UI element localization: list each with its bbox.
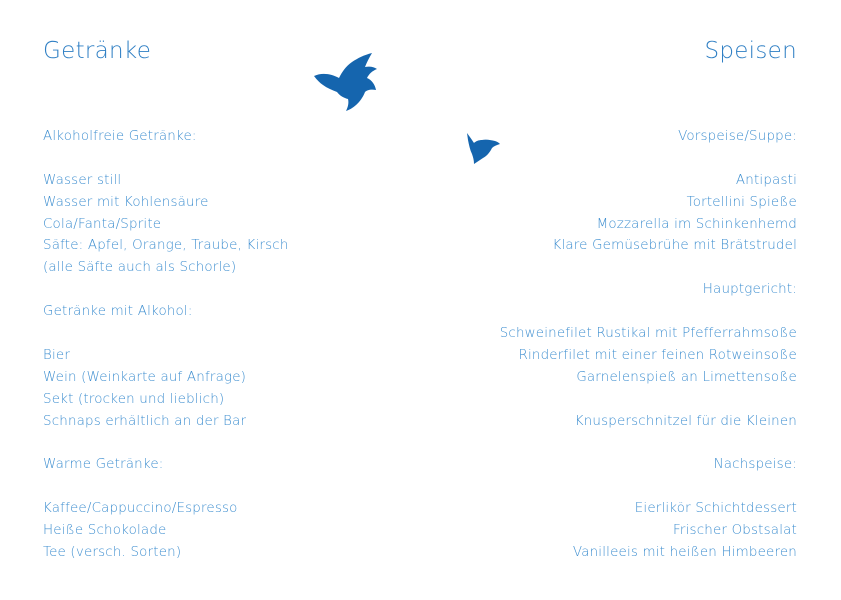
- drinks-item: Schnaps erhältlich an der Bar: [43, 413, 247, 429]
- food-item: Vanilleeis mit heißen Himbeeren: [572, 544, 797, 560]
- food-item: Mozzarella im Schinkenhemd: [596, 216, 797, 232]
- food-item: Schweinefilet Rustikal mit Pfefferrahmsoße: [499, 326, 797, 342]
- spacer: [377, 257, 797, 279]
- drinks-list: [43, 126, 373, 564]
- spacer: [43, 432, 373, 454]
- food-item: Klare Gemüsebrühe mit Brätstrudel: [552, 238, 797, 254]
- drinks-item: Cola/Fanta/Sprite: [43, 216, 162, 232]
- food-item: Nachspeise:: [713, 457, 797, 473]
- spacer: [377, 432, 797, 454]
- food-item: Antipasti: [735, 172, 797, 188]
- food-title: Speisen: [704, 38, 797, 64]
- food-item: Knusperschnitzel für die Kleinen: [574, 413, 797, 429]
- drinks-title: Getränke: [43, 38, 152, 64]
- drinks-item: Säfte: Apfel, Orange, Traube, Kirsch: [43, 238, 289, 254]
- drinks-item: Warme Getränke:: [43, 457, 164, 473]
- drinks-item: Getränke mit Alkohol:: [43, 304, 193, 320]
- drinks-item: Kaffee/Cappuccino/Espresso: [43, 501, 238, 517]
- bird-icon: [312, 52, 378, 112]
- food-item: Vorspeise/Suppe:: [678, 129, 797, 144]
- spacer: [43, 148, 373, 170]
- food-item: Eierlikör Schichtdessert: [634, 501, 797, 517]
- food-item: Rinderfilet mit einer feinen Rotweinsoße: [518, 347, 797, 363]
- spacer: [377, 476, 797, 498]
- spacer: [377, 301, 797, 323]
- drinks-item: Alkoholfreie Getränke:: [43, 129, 197, 144]
- spacer: [43, 279, 373, 301]
- drinks-item: Wasser still: [43, 172, 122, 188]
- spacer: [377, 389, 797, 411]
- food-item: Tortellini Spieße: [686, 194, 797, 210]
- food-item: Garnelenspieß an Limettensoße: [576, 369, 797, 385]
- drinks-item: Bier: [43, 347, 71, 363]
- spacer: [43, 323, 373, 345]
- food-item: Hauptgericht:: [702, 282, 797, 298]
- food-list: [377, 126, 797, 564]
- drinks-item: Sekt (trocken und lieblich): [43, 391, 225, 407]
- drinks-item: Wasser mit Kohlensäure: [43, 194, 209, 210]
- food-item: Frischer Obstsalat: [672, 523, 797, 539]
- spacer: [43, 476, 373, 498]
- drinks-item: Heiße Schokolade: [43, 523, 167, 539]
- spacer: [377, 148, 797, 170]
- drinks-item: Tee (versch. Sorten): [43, 544, 182, 560]
- drinks-item: Wein (Weinkarte auf Anfrage): [43, 369, 247, 385]
- drinks-item: (alle Säfte auch als Schorle): [43, 260, 237, 276]
